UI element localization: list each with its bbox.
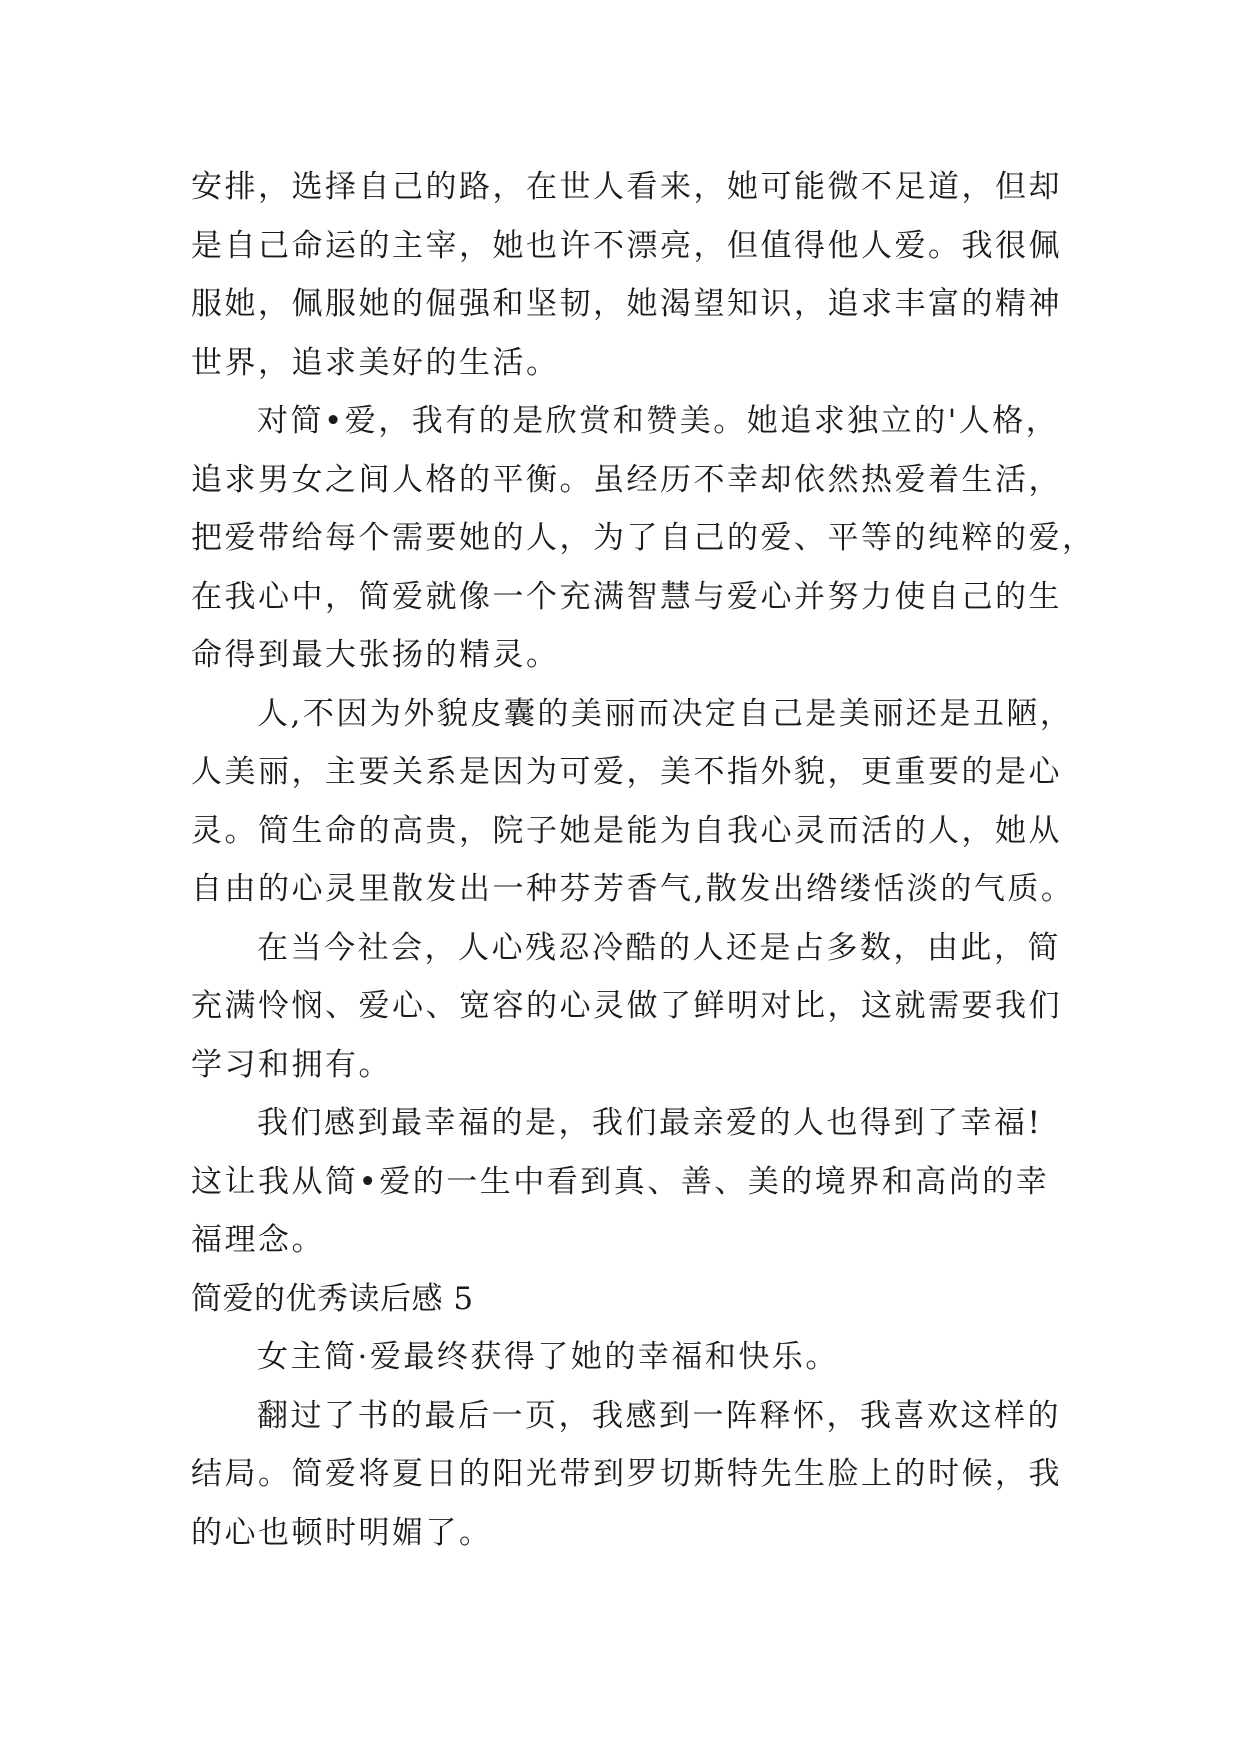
paragraph	[191, 392, 1096, 685]
text-line: 人,不因为外貌皮囊的美丽而决定自己是美丽还是丑陋，	[257, 695, 1074, 732]
paragraph	[191, 1328, 1071, 1387]
section-heading	[191, 1270, 1071, 1329]
text-line: 人美丽，主要关系是因为可爱，美不指外貌，更重要的是心	[191, 754, 1062, 790]
text-line: 在我心中，简爱就像一个充满智慧与爱心并努力使自己的生	[191, 578, 1062, 615]
text-line: 追求男女之间人格的平衡。虽经历不幸却依然热爱着生活，	[191, 461, 1062, 498]
text-line: 福理念。	[191, 1222, 325, 1258]
text-line: 自由的心灵里散发出一种芬芳香气,散发出绺缕恬淡的气质。	[191, 871, 1075, 907]
text-line: 这让我从简•爱的一生中看到真、善、美的境界和高尚的幸	[191, 1163, 1050, 1200]
text-line: 结局。简爱将夏日的阳光带到罗切斯特先生脸上的时候，我	[191, 1456, 1062, 1492]
text-line: 灵。简生命的高贵，院子她是能为自我心灵而活的人，她从	[191, 812, 1062, 849]
text-line: 的心也顿时明媚了。	[191, 1514, 493, 1551]
paragraph	[191, 158, 1071, 392]
text-line: 把爱带给每个需要她的人，为了自己的爱、平等的纯粹的爱，	[191, 520, 1096, 556]
text-line: 对简•爱，我有的是欣赏和赞美。她追求独立的'人格，	[257, 403, 1060, 439]
text-line: 学习和拥有。	[191, 1046, 392, 1083]
text-line: 安排，选择自己的路，在世人看来，她可能微不足道，但却	[191, 169, 1062, 205]
text-line: 我们感到最幸福的是，我们最亲爱的人也得到了幸福!	[257, 1105, 1043, 1141]
text-line: 世界，追求美好的生活。	[191, 344, 560, 381]
text-line: 服她，佩服她的倔强和坚韧，她渴望知识，追求丰富的精神	[191, 286, 1062, 322]
text-line: 命得到最大张扬的精灵。	[191, 637, 560, 673]
document-body	[191, 158, 1096, 1562]
paragraph	[191, 685, 1075, 919]
text-line: 是自己命运的主宰，她也许不漂亮，但值得他人爱。我很佩	[191, 227, 1062, 264]
paragraph	[191, 1094, 1071, 1270]
paragraph	[191, 1387, 1071, 1563]
text-line: 女主简·爱最终获得了她的幸福和快乐。	[257, 1339, 839, 1375]
text-line: 在当今社会，人心残忍冷酷的人还是占多数，由此，简	[257, 929, 1061, 966]
text-line: 充满怜悯、爱心、宽容的心灵做了鲜明对比，这就需要我们	[191, 988, 1062, 1024]
text-line: 翻过了书的最后一页，我感到一阵释怀，我喜欢这样的	[257, 1397, 1061, 1434]
paragraph	[191, 919, 1071, 1095]
heading-text: 简爱的优秀读后感 5	[191, 1280, 474, 1317]
